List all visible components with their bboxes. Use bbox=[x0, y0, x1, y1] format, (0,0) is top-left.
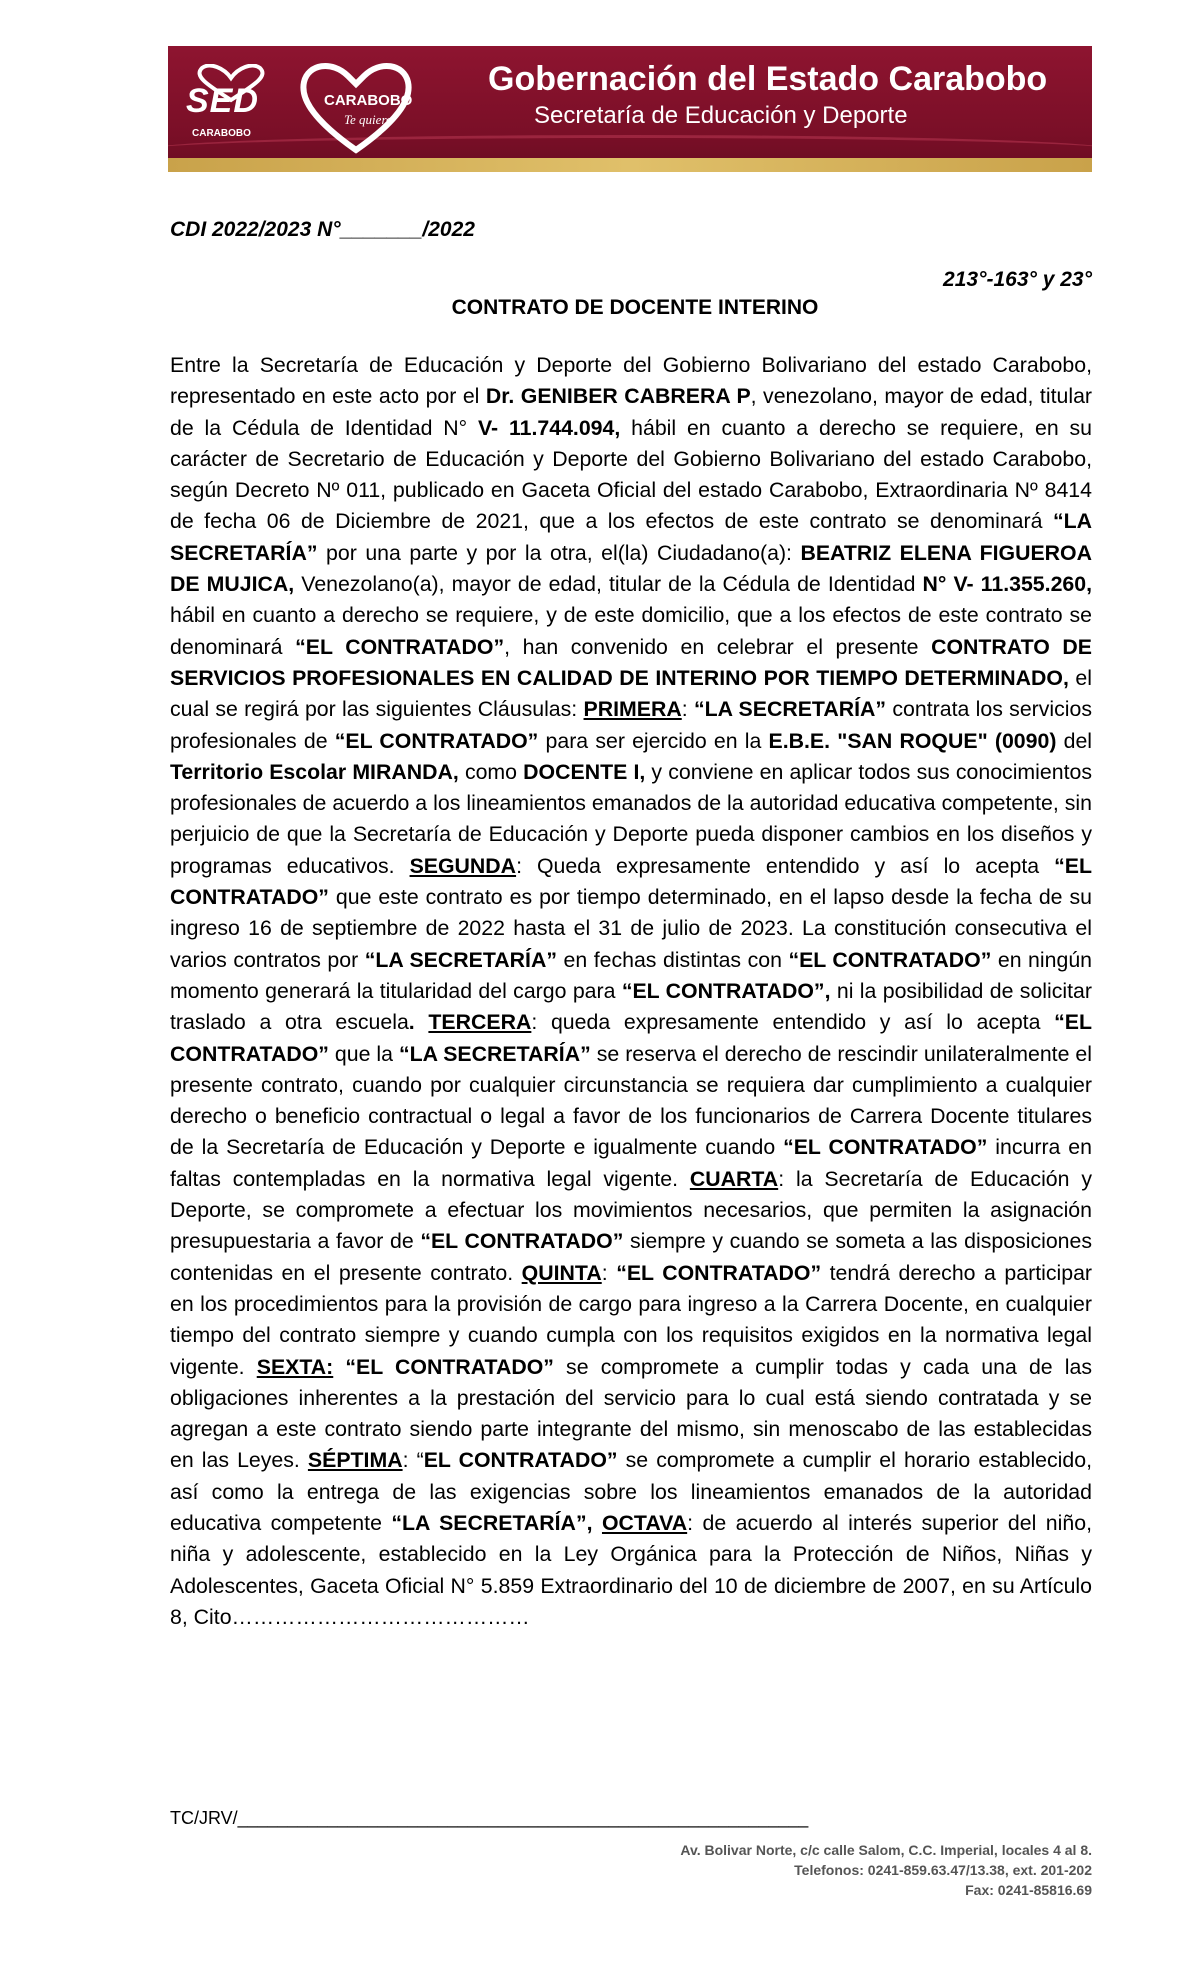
footer-address: Av. Bolivar Norte, c/c calle Salom, C.C. Imperial, locales 4 al 8. bbox=[680, 1842, 1092, 1858]
sed-logo-subtext: CARABOBO bbox=[192, 128, 251, 139]
sed-logo bbox=[186, 64, 276, 140]
clause-tercera: TERCERA bbox=[428, 1010, 532, 1035]
document-reference: CDI 2022/2023 N°_______/2022 bbox=[170, 218, 475, 241]
banner-title: Gobernación del Estado Carabobo bbox=[488, 60, 1048, 98]
clause-quinta: QUINTA bbox=[521, 1260, 602, 1285]
banner-subtitle: Secretaría de Educación y Deporte bbox=[534, 102, 908, 129]
document-title: CONTRATO DE DOCENTE INTERINO bbox=[451, 296, 819, 319]
clause-segunda: SEGUNDA bbox=[409, 853, 517, 878]
carabobo-logo-tagline: Te quiero bbox=[344, 112, 393, 127]
carabobo-logo bbox=[296, 58, 416, 154]
clause-cuarta: CUARTA bbox=[689, 1166, 779, 1191]
sed-logo-text: SED bbox=[186, 82, 259, 120]
clause-sexta: SEXTA: bbox=[256, 1354, 334, 1379]
footer-fax: Fax: 0241-85816.69 bbox=[965, 1882, 1092, 1898]
clause-septima: SÉPTIMA bbox=[307, 1448, 403, 1473]
contract-body: Entre la Secretaría de Educación y Deporte del Gobierno Bolivariano del estado Carabobo, representado en este acto por el Dr. GENIBER CABRERA P, venezolano, mayor de edad, titular de la Cédula de Identidad N° V- 11.744.094, hábil en cuanto a derecho se requiere, en su carácter de Secretario de Educación y Deporte del Gobierno Bolivariano del estado Carabobo, según Decreto Nº 011, publicado en Gaceta Oficial del estado Carabobo, Extraordinaria Nº 8414 de fecha 06 de Diciembre de 2021, que a los efectos de este contrato se denominará “LA SECRETARÍA” por una parte y por la otra, el(la) Ciudadano(a): BEATRIZ ELENA FIGUEROA DE MUJICA, Venezolano(a), mayor de edad, titular de la Cédula de Identidad N° V- 11.355.260, hábil en cuanto a derecho se requiere, y de este domicilio, que a los efectos de este contrato se denominará “EL CONTRATADO”, han convenido en celebrar el presente CONTRATO DE SERVICIOS PROFESIONALES EN CALIDAD DE INTERINO POR TIEMPO DETERMINADO, el cual se regirá por las siguientes Cláusulas: PRIMERA: “LA SECRETARÍA” contrata los servicios profesionales de “EL CONTRATADO” para ser ejercido en la E.B.E. "SAN ROQUE" (0090) del Territorio Escolar MIRANDA, como DOCENTE I, y conviene en aplicar todos sus conocimientos profesionales de acuerdo a los lineamientos emanados de la autoridad educativa competente, sin perjuicio de que la Secretaría de Educación y Deporte pueda disponer cambios en los diseños y programas educativos. SEGUNDA: Queda expresamente entendido y así lo acepta “EL CONTRATADO” que este contrato es por tiempo determinado, en el lapso desde la fecha de su ingreso 16 de septiembre de 2022 hasta el 31 de julio de 2023. La constitución consecutiva el varios contratos por “LA SECRETARÍA” en fechas distintas con “EL CONTRATADO” en ningún momento generará la titularidad del cargo para “EL CONTRATADO”, ni la posibilidad de solicitar traslado a otra escuela. TERCERA: queda expresamente entendido y así lo acepta “EL CONTRATADO” que la “LA SECRETARÍA” se reserva el derecho de rescindir unilateralmente el presente contrato, cuando por cualquier circunstancia se requiera dar cumplimiento a cualquier derecho o beneficio contractual o legal a favor de los funcionarios de Carrera Docente titulares de la Secretaría de Educación y Deporte e igualmente cuando “EL CONTRATADO” incurra en faltas contempladas en la normativa legal vigente. CUARTA: la Secretaría de Educación y Deporte, se compromete a efectuar los movimientos necesarios, que permiten la asignación presupuestaria a favor de “EL CONTRATADO” siempre y cuando se someta a las disposiciones contenidas en el presente contrato. QUINTA: “EL CONTRATADO” tendrá derecho a participar en los procedimientos para la provisión de cargo para ingreso a la Carrera Docente, en cualquier tiempo del contrato siempre y cuando cumpla con los requisitos exigidos en la normativa legal vigente. SEXTA: “EL CONTRATADO” se compromete a cumplir todas y cada una de las obligaciones inherentes a la prestación del servicio para lo cual está siendo contratada y se agregan a este contrato siendo parte integrante del mismo, sin menoscabo de las establecidas en las Leyes. SÉPTIMA: “EL CONTRATADO” se compromete a cumplir el horario establecido, así como la entrega de las exigencias sobre los lineamientos emanados de la autoridad educativa competente “LA SECRETARÍA”, OCTAVA: de acuerdo al interés superior del niño, niña y adolescente, establecido en la Ley Orgánica para la Protección de Niños, Niñas y Adolescentes, Gaceta Oficial N° 5.859 Extraordinario del 10 de diciembre de 2007, en su Artículo 8, Cito…………………………………… bbox=[170, 353, 1093, 1629]
clause-primera: PRIMERA bbox=[583, 697, 682, 722]
header-banner bbox=[168, 46, 1092, 172]
carabobo-logo-text: CARABOBO bbox=[324, 92, 413, 109]
footer-phones: Telefonos: 0241-859.63.47/13.38, ext. 201-202 bbox=[794, 1862, 1092, 1878]
footer-initials: TC/JRV/_________________________________________________________ bbox=[170, 1808, 809, 1828]
clause-octava: OCTAVA bbox=[601, 1510, 688, 1535]
document-years: 213°-163° y 23° bbox=[943, 268, 1092, 291]
banner-gold-stripe bbox=[168, 158, 1092, 172]
